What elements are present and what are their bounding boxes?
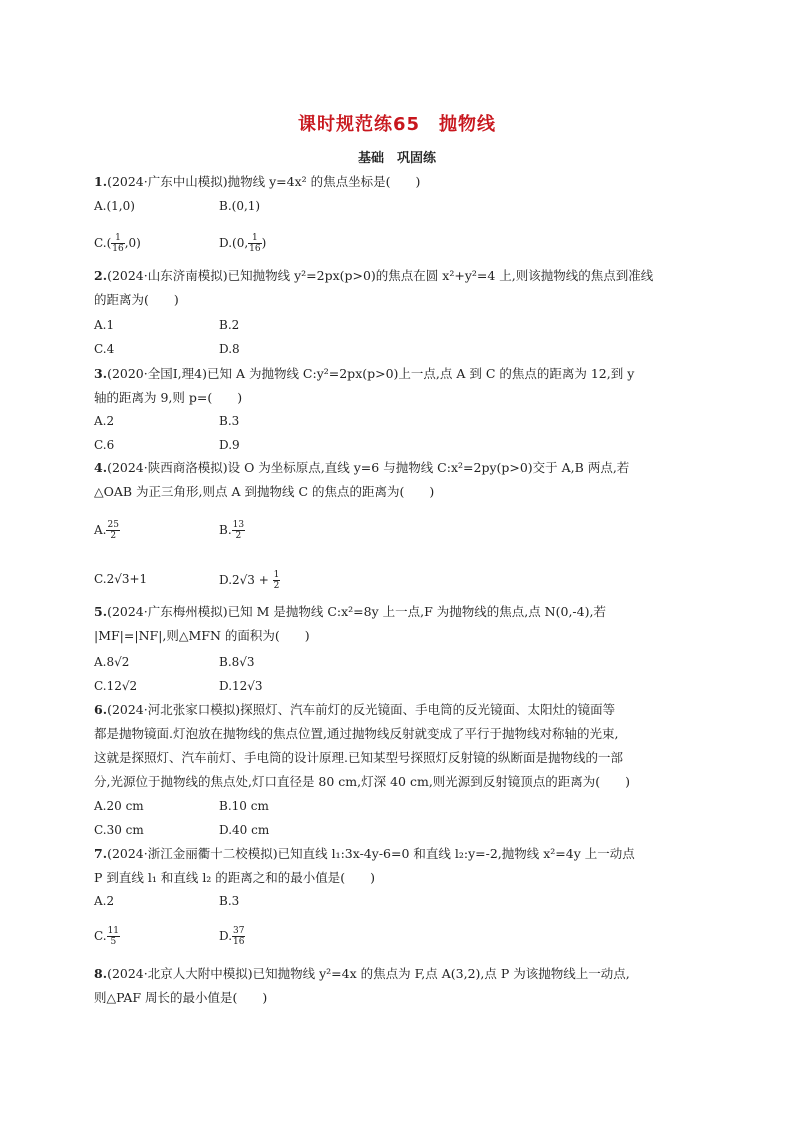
- fraction: [107, 926, 120, 947]
- option-d: D.12√3: [219, 679, 263, 693]
- option-a: A.(1,0): [94, 199, 135, 213]
- option-a: A.2: [94, 414, 115, 428]
- question-7: [94, 842, 704, 890]
- question-text-line: (2020·全国Ⅰ,理4)已知 A 为抛物线 C:y²=2px(p>0)上一点,点 A 到 C 的焦点的距离为 12,到 y: [107, 366, 635, 381]
- question-number: 6.: [94, 702, 108, 717]
- numerator: 25: [107, 520, 119, 530]
- option-prefix: D.(0,: [219, 236, 249, 250]
- question-text-line: 这就是探照灯、汽车前灯、手电筒的设计原理.已知某型号探照灯反射镜的纵断面是抛物线的一部: [94, 750, 623, 765]
- denominator: 2: [235, 531, 242, 541]
- fraction: [232, 926, 245, 947]
- option-d: D.9: [219, 438, 240, 452]
- option-c: C.2√3+1: [94, 572, 148, 586]
- question-8: [94, 962, 704, 1010]
- question-number: 7.: [94, 846, 108, 861]
- question-text-line: 轴的距离为 9,则 p=( ): [94, 390, 243, 405]
- question-1: [94, 170, 704, 194]
- question-6: [94, 698, 704, 794]
- denominator: 2: [110, 531, 117, 541]
- denominator: 16: [233, 937, 245, 947]
- option-d: D.8: [219, 342, 240, 356]
- question-text-line: (2024·浙江金丽衢十二校模拟)已知直线 l₁:3x-4y-6=0 和直线 l₂:y=-2,抛物线 x²=4y 上一动点: [107, 846, 635, 861]
- question-text-line: 的距离为( ): [94, 292, 179, 307]
- denominator: 16: [112, 244, 124, 254]
- option-b: B.8√3: [219, 655, 255, 669]
- option-c: C.6: [94, 438, 115, 452]
- option-c: C.30 cm: [94, 823, 144, 837]
- numerator: 1: [248, 233, 261, 244]
- option-prefix: A.: [94, 523, 107, 537]
- option-d: D.40 cm: [219, 823, 270, 837]
- option-a: A.1: [94, 318, 115, 332]
- option-b: B.2: [219, 318, 240, 332]
- numerator: 1: [111, 233, 124, 244]
- option-a: A.8√2: [94, 655, 130, 669]
- numerator: 13: [232, 520, 245, 530]
- fraction: [248, 233, 261, 254]
- option-d: [219, 570, 280, 591]
- option-a: A.2: [94, 894, 115, 908]
- option-suffix: ): [261, 236, 267, 250]
- option-c: [94, 926, 120, 947]
- question-number: 4.: [94, 460, 108, 475]
- option-b: [219, 520, 245, 541]
- question-number: 1.: [94, 174, 108, 189]
- question-3: [94, 362, 704, 410]
- denominator: 16: [249, 244, 261, 254]
- denominator: 5: [110, 937, 117, 947]
- fraction: [106, 520, 119, 541]
- question-number: 5.: [94, 604, 108, 619]
- option-prefix: D.: [219, 929, 233, 943]
- numerator: 37: [233, 926, 245, 936]
- question-text-line: P 到直线 l₁ 和直线 l₂ 的距离之和的最小值是( ): [94, 870, 376, 885]
- question-text-line: (2024·河北张家口模拟)探照灯、汽车前灯的反光镜面、手电筒的反光镜面、太阳灶的镜面等: [107, 702, 616, 717]
- numerator: 1: [273, 570, 280, 580]
- option-prefix: D.2√3 +: [219, 573, 273, 587]
- fraction: [232, 520, 245, 541]
- option-b: B.10 cm: [219, 799, 269, 813]
- question-2: [94, 264, 704, 312]
- option-d: [219, 926, 245, 947]
- option-d: [219, 233, 266, 254]
- option-a: A.20 cm: [94, 799, 144, 813]
- option-b: B.3: [219, 894, 240, 908]
- question-4: [94, 456, 704, 504]
- question-text-line: |MF|=|NF|,则△MFN 的面积为( ): [94, 628, 310, 643]
- fraction: [273, 570, 281, 591]
- option-prefix: B.: [219, 523, 232, 537]
- fraction: [111, 233, 124, 254]
- page-title: 课时规范练65 抛物线: [297, 114, 497, 135]
- question-text-line: 分,光源位于抛物线的焦点处,灯口直径是 80 cm,灯深 40 cm,则光源到反射镜顶点的距离为( ): [94, 774, 631, 789]
- question-number: 3.: [94, 366, 108, 381]
- section-heading: 基础 巩固练: [357, 151, 436, 166]
- option-c: C.4: [94, 342, 115, 356]
- option-c: C.12√2: [94, 679, 138, 693]
- denominator: 2: [273, 581, 280, 591]
- option-c: [94, 233, 141, 254]
- option-suffix: ,0): [124, 236, 141, 250]
- question-text-line: 都是抛物镜面.灯泡放在抛物线的焦点位置,通过抛物线反射就变成了平行于抛物线对称轴的光束,: [94, 726, 619, 741]
- question-text-line: (2024·陕西商洛模拟)设 O 为坐标原点,直线 y=6 与抛物线 C:x²=2py(p>0)交于 A,B 两点,若: [107, 460, 630, 475]
- option-prefix: C.: [94, 929, 107, 943]
- question-text-line: (2024·广东梅州模拟)已知 M 是抛物线 C:x²=8y 上一点,F 为抛物线的焦点,点 N(0,-4),若: [107, 604, 606, 619]
- question-number: 2.: [94, 268, 108, 283]
- question-text-line: △OAB 为正三角形,则点 A 到抛物线 C 的焦点的距离为( ): [94, 484, 435, 499]
- option-b: B.(0,1): [219, 199, 261, 213]
- question-text: (2024·广东中山模拟)抛物线 y=4x² 的焦点坐标是( ): [107, 174, 421, 189]
- question-number: 8.: [94, 966, 108, 981]
- option-b: B.3: [219, 414, 240, 428]
- question-text-line: 则△PAF 周长的最小值是( ): [94, 990, 268, 1005]
- question-text-line: (2024·北京人大附中模拟)已知抛物线 y²=4x 的焦点为 F,点 A(3,2),点 P 为该抛物线上一动点,: [107, 966, 630, 981]
- numerator: 11: [107, 926, 120, 936]
- question-text-line: (2024·山东济南模拟)已知抛物线 y²=2px(p>0)的焦点在圆 x²+y²=4 上,则该抛物线的焦点到准线: [107, 268, 654, 283]
- question-5: [94, 600, 704, 648]
- option-a: [94, 520, 120, 541]
- option-prefix: C.(: [94, 236, 112, 250]
